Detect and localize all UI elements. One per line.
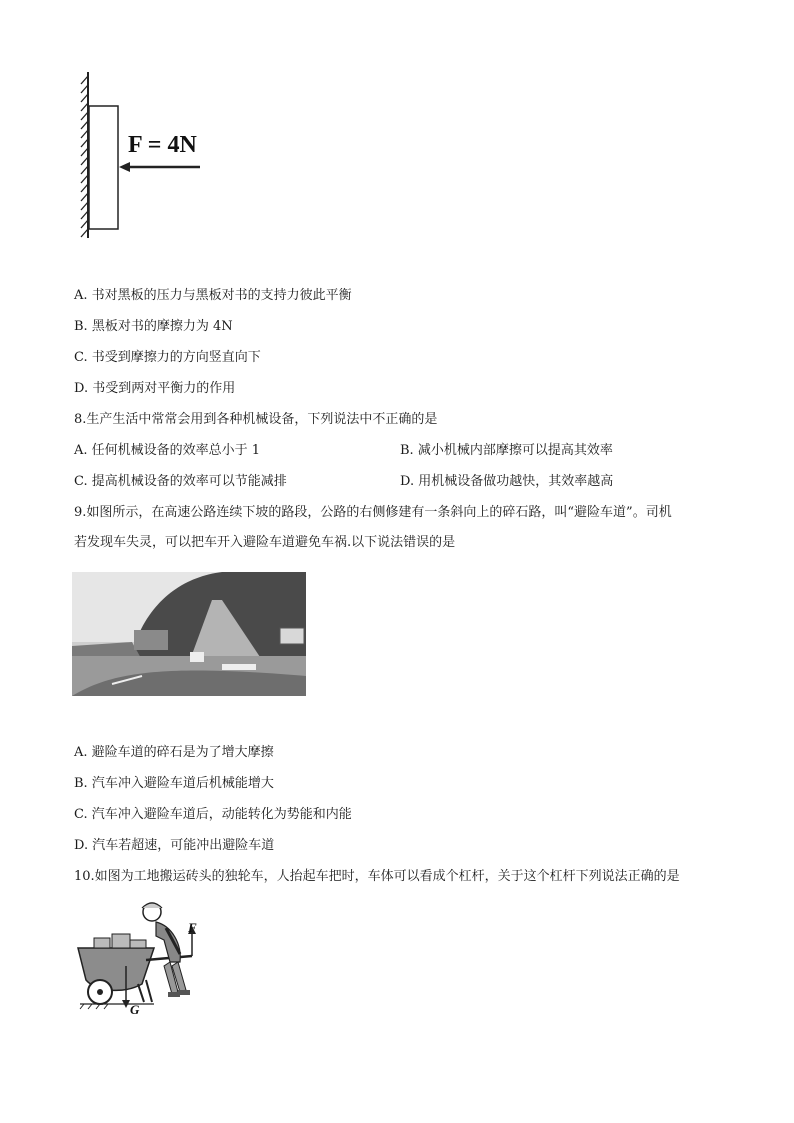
q9-option-c: C. 汽车冲入避险车道后，动能转化为势能和内能 bbox=[74, 807, 352, 822]
book-wall-force-figure bbox=[70, 68, 220, 243]
q9-option-d: D. 汽车若超速，可能冲出避险车道 bbox=[74, 838, 275, 853]
force-arrow-head bbox=[119, 162, 130, 172]
q8-option-a: A. 任何机械设备的效率总小于 1 bbox=[74, 443, 261, 458]
q9-stem-line1: 9.如图所示，在高速公路连续下坡的路段，公路的右侧修建有一条斜向上的碎石路，叫“避险车道”。司机 bbox=[74, 505, 672, 520]
q7-option-d: D. 书受到两对平衡力的作用 bbox=[74, 381, 236, 396]
q7-option-b: B. 黑板对书的摩擦力为 4N bbox=[74, 319, 233, 334]
q8-option-b: B. 减小机械内部摩擦可以提高其效率 bbox=[400, 443, 613, 458]
book-rect bbox=[89, 106, 118, 229]
force-f-label: F bbox=[188, 920, 197, 935]
q9-option-b: B. 汽车冲入避险车道后机械能增大 bbox=[74, 776, 274, 791]
wheelbarrow-figure bbox=[74, 896, 214, 1016]
q9-option-a: A. 避险车道的碎石是为了增大摩擦 bbox=[74, 745, 274, 760]
q8-stem: 8.生产生活中常常会用到各种机械设备，下列说法中不正确的是 bbox=[74, 412, 438, 427]
q7-option-a: A. 书对黑板的压力与黑板对书的支持力彼此平衡 bbox=[74, 288, 352, 303]
gravity-label: G bbox=[130, 1002, 140, 1016]
barrow-tray bbox=[78, 948, 154, 990]
q8-option-c: C. 提高机械设备的效率可以节能减排 bbox=[74, 474, 287, 489]
escape-lane-photo bbox=[72, 572, 306, 696]
q8-option-d: D. 用机械设备做功越快，其效率越高 bbox=[400, 474, 614, 489]
q9-stem-line2: 若发现车失灵，可以把车开入避险车道避免车祸.以下说法错误的是 bbox=[74, 535, 456, 550]
q7-option-c: C. 书受到摩擦力的方向竖直向下 bbox=[74, 350, 261, 365]
force-label: F = 4N bbox=[128, 132, 197, 158]
q10-stem: 10.如图为工地搬运砖头的独轮车，人抬起车把时，车体可以看成个杠杆，关于这个杠杆下列说法正确的是 bbox=[74, 869, 680, 884]
